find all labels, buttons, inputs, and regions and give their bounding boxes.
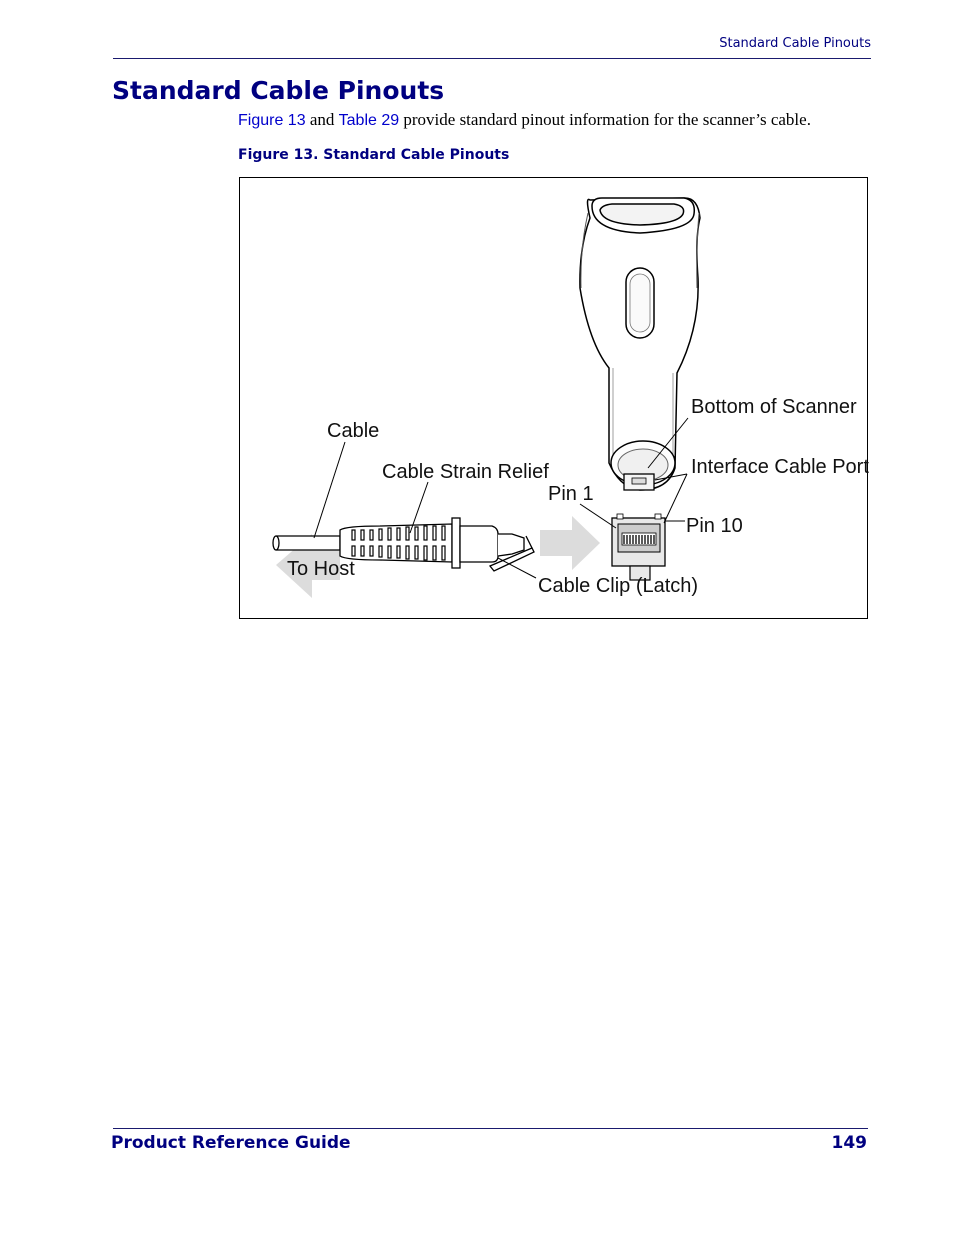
- interface-cable-port: [624, 474, 654, 490]
- figure-box: [239, 177, 868, 619]
- scanner-illustration: [580, 198, 700, 490]
- label-bottom-of-scanner: Bottom of Scanner: [691, 396, 857, 418]
- intro-text-1: and: [305, 110, 339, 129]
- table-29-link[interactable]: Table 29: [338, 112, 400, 129]
- footer-guide-title: Product Reference Guide: [111, 1133, 351, 1153]
- label-interface-cable-port: Interface Cable Port: [691, 456, 869, 478]
- page-number: 149: [831, 1133, 867, 1153]
- figure-caption: Figure 13. Standard Cable Pinouts: [238, 147, 510, 163]
- intro-paragraph: [238, 110, 811, 130]
- page-title: Standard Cable Pinouts: [112, 76, 445, 105]
- cable-pinout-illustration: [240, 178, 869, 620]
- label-pin-10: Pin 10: [686, 515, 743, 537]
- label-cable-strain-relief: Cable Strain Relief: [382, 461, 549, 483]
- label-pin-1: Pin 1: [548, 483, 594, 505]
- to-scanner-arrow: [540, 516, 600, 570]
- rj-connector: [612, 514, 665, 580]
- header-rule: [113, 58, 871, 59]
- intro-text-2: provide standard pinout information for the scanner’s cable.: [399, 110, 811, 129]
- figure-13-link[interactable]: Figure 13: [238, 112, 306, 129]
- running-head: Standard Cable Pinouts: [719, 36, 871, 51]
- label-cable-clip: Cable Clip (Latch): [538, 575, 699, 597]
- label-cable: Cable: [327, 420, 380, 442]
- footer-rule: [113, 1128, 868, 1129]
- label-to-host: To Host: [287, 558, 355, 580]
